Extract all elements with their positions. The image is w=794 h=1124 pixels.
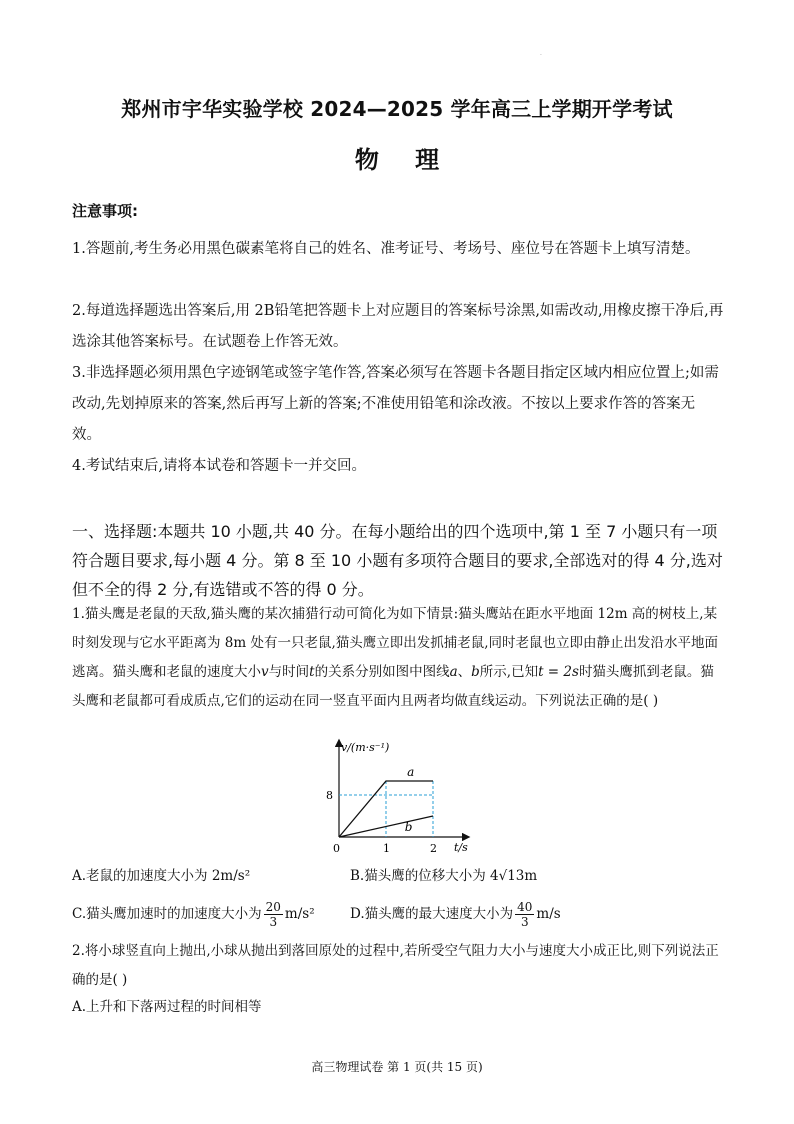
origin-label: 0: [333, 842, 340, 855]
notice-item-1: 1.答题前,考生务必用黑色碳素笔将自己的姓名、准考证号、考场号、座位号在答题卡上填写清楚。: [72, 241, 700, 257]
x-tick-label-1: 1: [383, 842, 390, 855]
notice-item-3: 3.非选择题必须用黑色字迹钢笔或签字笔作答,答案必须写在答题卡各题目指定区域内相应位置上;如需改动,先划掉原来的答案,然后再写上新的答案;不准使用铅笔和涂改液。不按以上要求作答的答案无效。: [72, 365, 719, 443]
option-2A[interactable]: A.上升和下落两过程的时间相等: [72, 999, 262, 1015]
section-1-heading: 一、选择题:本题共 10 小题,共 40 分。在每小题给出的四个选项中,第 1 至 7 小题只有一项符合题目要求,每小题 4 分。第 8 至 10 小题有多项符合题目的要求,全部选对的得 4 分,选对但不全的得 2 分,有选错或不答的得 0 分。: [72, 522, 723, 599]
question-2-stem: 2.将小球竖直向上抛出,小球从抛出到落回原处的过程中,若所受空气阻力大小与速度大小成正比,则下列说法正确的是( ): [72, 943, 719, 988]
exam-subject: 物 理: [354, 146, 440, 174]
series-b-label: b: [404, 820, 413, 835]
y-axis-label: v/(m·s⁻¹): [341, 741, 390, 754]
option-1A[interactable]: A.老鼠的加速度大小为 2m/s²: [72, 868, 251, 884]
x-axis-label: t/s: [454, 841, 468, 854]
x-tick-label-2: 2: [430, 842, 437, 855]
notice-heading: 注意事项:: [72, 202, 138, 220]
question-1-options-row-2: [72, 898, 724, 932]
scan-mark: ·: [540, 52, 542, 59]
notice-item-4: 4.考试结束后,请将本试卷和答题卡一并交回。: [72, 458, 366, 474]
notice-item-2: 2.每道选择题选出答案后,用 2B铅笔把答题卡上对应题目的答案标号涂黑,如需改动,用橡皮擦干净后,再选涂其他答案标号。在试题卷上作答无效。: [72, 303, 724, 350]
option-1B[interactable]: B.猫头鹰的位移大小为 4√13m: [350, 868, 538, 884]
question-1-stem: 1.猫头鹰是老鼠的天敌,猫头鹰的某次捕猎行动可简化为如下情景:猫头鹰站在距水平地面 12m 高的树枝上,某时刻发现与它水平距离为 8m 处有一只老鼠,猫头鹰立即出发抓捕老鼠,同时老鼠也立即由静止出发沿水平地面逃离。猫头鹰和老鼠的速度大小v与时间t的关系分别如图中图线a、b所示,已知t = 2s时猫头鹰抓到老鼠。猫头鹰和老鼠都可看成质点,它们的运动在同一竖直平面内且两者均做直线运动。下列说法正确的是( ): [72, 606, 719, 709]
series-a-label: a: [407, 764, 415, 779]
y-tick-label-8: 8: [326, 789, 333, 802]
option-1C[interactable]: C.猫头鹰加速时的加速度大小为 $\frac{20}{3}$ m/s²: [72, 900, 315, 929]
option-1D[interactable]: D.猫头鹰的最大速度大小为 $\frac{40}{3}$ m/s: [350, 900, 561, 929]
page-footer: 高三物理试卷 第 1 页(共 15 页): [311, 1060, 483, 1074]
velocity-time-graph: [320, 735, 480, 860]
exam-title: 郑州市宇华实验学校 2024—2025 学年高三上学期开学考试: [121, 97, 673, 121]
